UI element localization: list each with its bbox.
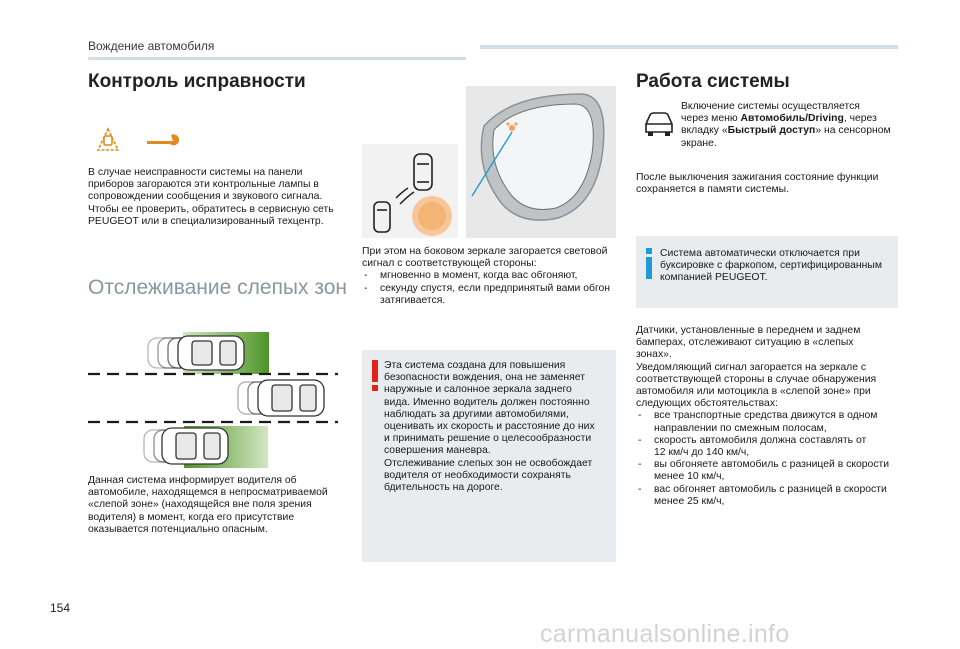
warning-line: водителя от необходимости сохранять xyxy=(384,469,571,481)
activation-line: экране. xyxy=(681,137,717,149)
sensors-line: Датчики, установленные в переднем и заднем xyxy=(636,325,861,336)
warning-line: бдительность на дороге. xyxy=(384,482,503,494)
blind-spot-diagram-svg xyxy=(88,330,338,470)
fault-line: сопровождении сообщения и звукового сигнала. xyxy=(88,191,323,203)
conditions-list xyxy=(636,410,898,508)
state-line: сохраняется в памяти системы. xyxy=(636,184,790,196)
info-line: Система автоматически отключается при xyxy=(660,248,860,259)
blind-spot-warning-icon xyxy=(98,129,118,150)
info-line: буксировке с фаркопом, сертифицированным xyxy=(660,260,882,272)
warning-lamps xyxy=(95,127,183,153)
amber-signal-icon xyxy=(412,196,452,236)
warning-line: наружные и салонное зеркала заднего xyxy=(384,384,572,396)
sensors-line: Уведомляющий сигнал загорается на зеркале с xyxy=(636,361,867,373)
mirror-signal-paragraph xyxy=(362,246,616,307)
list-item: - вы обгоняете автомобиль с разницей в скорости менее 10 км/ч, xyxy=(636,459,898,483)
fault-line: PEUGEOT или в специализированный техцентр. xyxy=(88,215,324,227)
own-car xyxy=(238,380,324,416)
list-item: - мгновенно в момент, когда вас обгоняют, xyxy=(362,270,616,282)
title-blind-spot: Отслеживание слепых зон xyxy=(88,276,348,299)
page-number: 154 xyxy=(50,601,71,615)
car-overtaking-top xyxy=(148,336,244,370)
warning-lamps-svg xyxy=(95,127,183,153)
mirror-signal-list xyxy=(362,270,616,307)
header-rule-left xyxy=(88,57,466,60)
blind-spot-diagram xyxy=(88,330,338,470)
fault-paragraph xyxy=(88,167,348,228)
sensors-line: следующих обстоятельствах: xyxy=(636,398,778,410)
sensors-paragraph xyxy=(636,325,898,508)
warning-line: и принимать решение о целесообразности xyxy=(384,433,592,445)
warning-line: вида. Именно водитель должен постоянно xyxy=(384,396,590,408)
header-rule-right xyxy=(480,45,898,49)
state-paragraph xyxy=(636,172,898,196)
fault-line: В случае неисправности системы на панели xyxy=(88,167,303,178)
warning-line: безопасности вождения, она не заменяет xyxy=(384,372,585,384)
info-text xyxy=(660,248,896,285)
menu-path: Автомобиль/Driving xyxy=(740,113,844,125)
intro-line: автомобиле, находящемся в непросматриваемой xyxy=(88,487,328,499)
sensors-line: бамперах, отслеживают ситуацию в «слепых xyxy=(636,337,854,349)
section-header: Вождение автомобиля xyxy=(88,39,215,53)
mirror-line: При этом на боковом зеркале загорается световой xyxy=(362,246,608,257)
activation-line: Включение системы осуществляется xyxy=(681,101,860,112)
list-item: - скорость автомобиля должна составлять от 12 км/ч до 140 км/ч, xyxy=(636,435,898,459)
warning-note xyxy=(362,350,616,562)
tab-name: Быстрый доступ xyxy=(727,125,816,137)
fault-line: приборов загораются эти контрольные лампы в xyxy=(88,179,319,191)
warning-line: Отслеживание слепых зон не освобождает xyxy=(384,457,593,469)
exclamation-icon xyxy=(372,360,378,392)
mirror-line: сигнал с соответствующей стороны: xyxy=(362,258,537,270)
sensors-line: зонах». xyxy=(636,349,672,361)
warning-line: оценивать их скорость и расстояние до них xyxy=(384,421,595,433)
warning-line: Эта система создана для повышения xyxy=(384,360,566,371)
intro-line: Данная система информирует водителя об xyxy=(88,475,297,486)
activation-line: через меню Автомобиль/Driving, через xyxy=(681,113,877,125)
car-menu-icon xyxy=(642,110,676,138)
list-item: - секунду спустя, если предпринятый вами обгон затягивается. xyxy=(362,283,616,307)
sensors-line: соответствующей стороны в случае обнаружения xyxy=(636,373,877,385)
intro-line: «слепой зоне» (находящейся вне поля зрения xyxy=(88,499,312,511)
intro-line: оказывается потенциально опасным. xyxy=(88,523,268,535)
state-line: После выключения зажигания состояние функции xyxy=(636,172,879,183)
footer-watermark: carmanualsonline.info xyxy=(540,620,790,648)
warning-line: совершения маневра. xyxy=(384,445,491,457)
info-icon xyxy=(646,248,652,280)
info-note xyxy=(636,236,898,308)
car-overtaking-bottom xyxy=(144,428,228,464)
activation-line: вкладку «Быстрый доступ» на сенсорном xyxy=(681,125,891,137)
blind-spot-intro xyxy=(88,475,348,536)
intro-line: водителя) в момент, когда его присутствие xyxy=(88,511,295,523)
list-item: - вас обгоняет автомобиль с разницей в скорости менее 25 км/ч, xyxy=(636,484,898,508)
activation-paragraph xyxy=(681,101,901,150)
mirror-illustration-svg xyxy=(362,86,616,238)
fault-line: Чтобы ее проверить, обратитесь в сервисную сеть xyxy=(88,203,334,215)
title-system-operation: Работа системы xyxy=(636,71,790,92)
wrench-icon xyxy=(147,134,179,145)
mirror-illustration xyxy=(362,86,616,238)
list-item: - все транспортные средства движутся в одном направлении по смежным полосам, xyxy=(636,410,898,434)
warning-text xyxy=(384,360,612,494)
warning-line: наблюдать за другими автомобилями, xyxy=(384,408,569,420)
info-line: компанией PEUGEOT. xyxy=(660,272,768,284)
sensors-line: автомобиля или мотоцикла в «слепой зоне» при xyxy=(636,386,871,398)
title-fault-check: Контроль исправности xyxy=(88,71,306,92)
